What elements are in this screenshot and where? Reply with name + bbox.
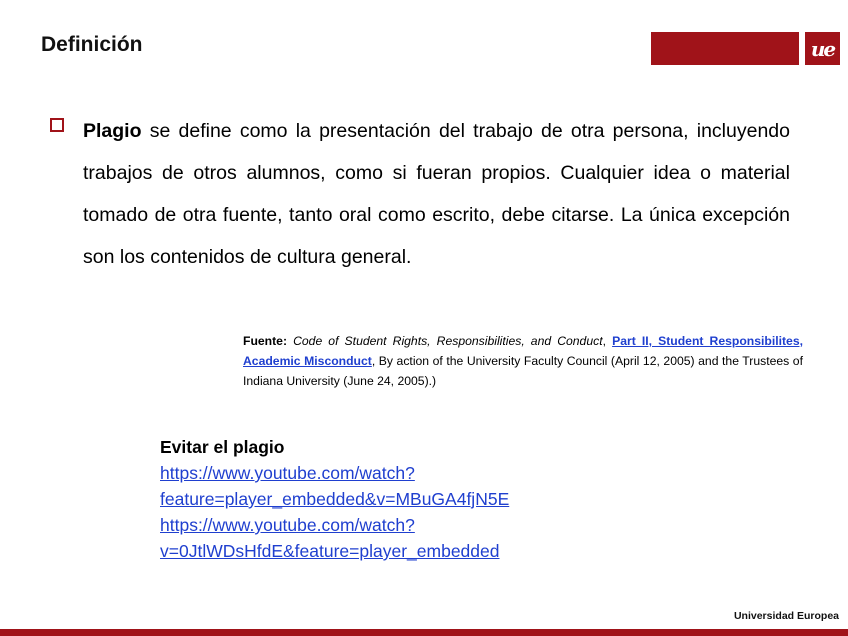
youtube-link-2[interactable]: https://www.youtube.com/watch?v=0JtlWDsHfdE&feature=player_embedded (160, 515, 500, 561)
definition-term: Plagio (83, 120, 142, 142)
source-title: Code of Student Rights, Responsibilities, and Conduct (293, 334, 603, 348)
avoid-heading: Evitar el plagio (160, 437, 285, 457)
definition-paragraph (83, 110, 790, 278)
source-label: Fuente: (243, 334, 288, 348)
youtube-link-1[interactable]: https://www.youtube.com/watch?feature=player_embedded&v=MBuGA4fjN5E (160, 463, 510, 509)
source-citation (243, 331, 803, 391)
checkbox-bullet-icon (50, 118, 64, 132)
source-rest: , By action of the University Faculty Council (April 12, 2005) and the Trustees of Indiana University (June 24, 2005).) (243, 354, 803, 388)
header-accent-bar (651, 32, 799, 65)
slide-title: Definición (41, 33, 143, 56)
source-separator: , (602, 334, 613, 348)
footer-accent-bar (0, 629, 848, 636)
ue-logo: ue (805, 32, 840, 65)
definition-text: se define como la presentación del trabajo de otra persona, incluyendo trabajos de otros alumnos, como si fueran propios. Cualquier idea o material tomado de otra fuente, tanto oral como escrito, debe citarse. La única excepción son los contenidos de cultura general. (83, 120, 790, 268)
definition-bullet (50, 110, 790, 278)
avoid-plagiarism-section (160, 434, 680, 564)
source-link[interactable]: Part II, Student Responsibilites, Academic Misconduct (243, 334, 803, 368)
footer-institution: Universidad Europea (733, 610, 839, 622)
